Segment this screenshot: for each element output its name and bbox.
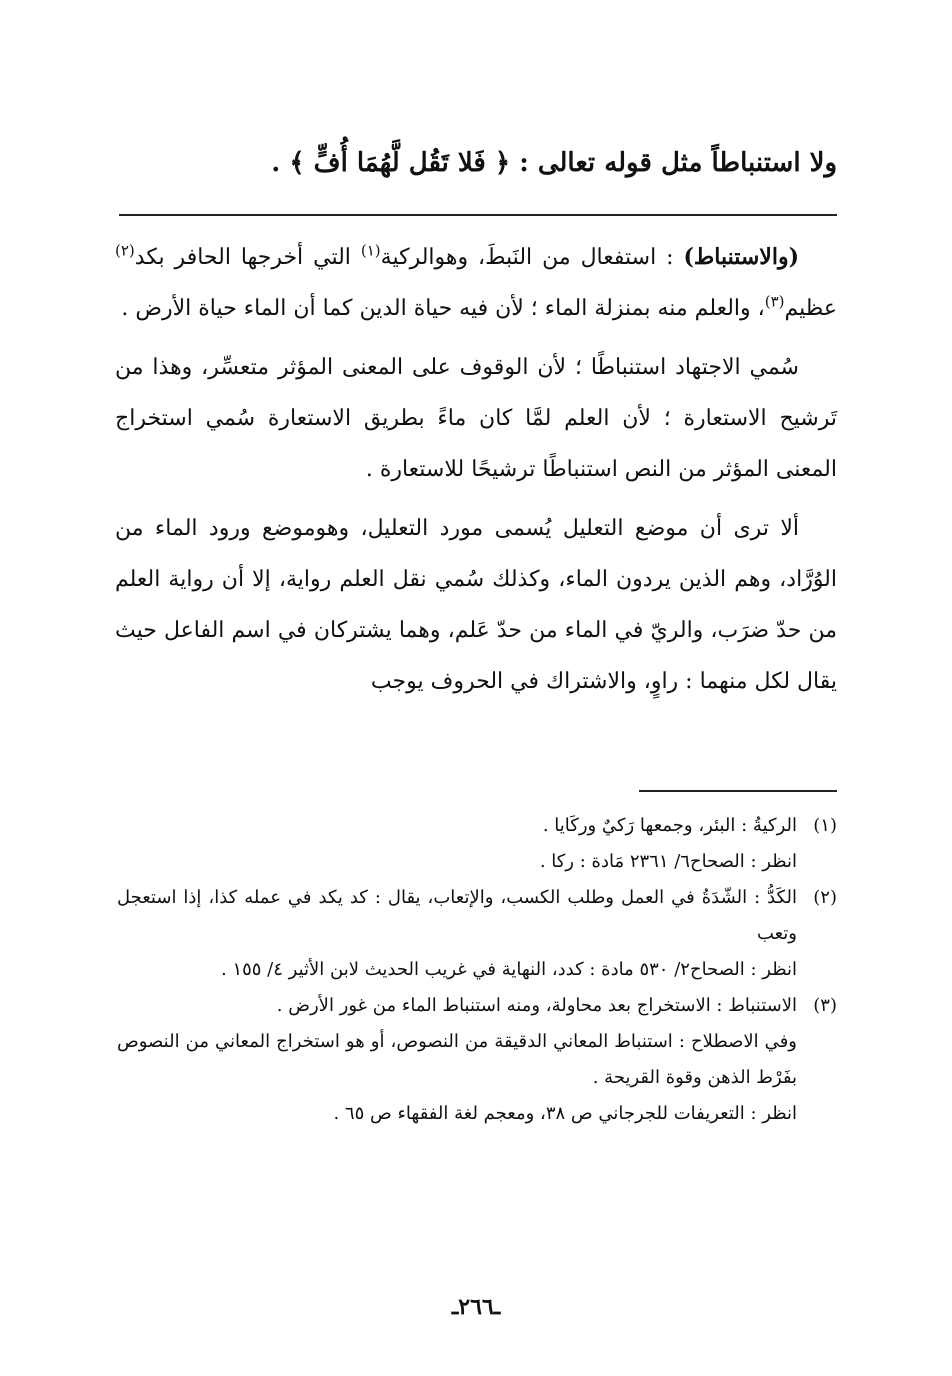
footnote-rule xyxy=(639,790,837,792)
paragraph-text: : استفعال من النَبطَ، وهوالركية xyxy=(380,245,684,270)
footnote-ref-2: (٢) xyxy=(115,241,135,260)
footnote-number: (٢) xyxy=(813,887,837,908)
footnote-ref-3: (٣) xyxy=(764,292,785,311)
quran-verse: ﴿ فَلا تَقُل لَّهُمَا أُفٍّ ﴾ xyxy=(289,148,511,178)
footnote-line: الركيةُ : البئر، وجمعها رَكيٌ وركَايا . xyxy=(542,815,797,836)
paragraph-text: التي أخرجها الحافر بكد xyxy=(134,245,361,270)
footnote-2 xyxy=(117,880,837,988)
continued-line xyxy=(150,143,837,183)
defined-term: (والاستنباط) xyxy=(683,244,799,270)
top-rule xyxy=(119,214,837,216)
footnote-ref-1: (١) xyxy=(360,241,381,260)
footnote-3 xyxy=(117,988,837,1132)
footnote-number: (١) xyxy=(813,815,837,836)
footnote-line: انظر : التعريفات للجرجاني ص ٣٨، ومعجم لغة الفقهاء ص ٦٥ . xyxy=(333,1103,797,1124)
footnotes xyxy=(117,808,837,1132)
continued-line-intro: ولا استنباطاً مثل قوله تعالى : xyxy=(510,148,837,178)
main-text xyxy=(115,232,837,707)
paragraph-talil: ألا ترى أن موضع التعليل يُسمى مورد التعليل، وهوموضع ورود الماء من الوُرَّاد، وهم الذين يردون الماء، وكذلك سُمي نقل العلم رواية، إلا أن رواية العلم من حدّ ضرَب، والريّ في الماء من حدّ عَلم، وهما يشتركان في اسم الفاعل حيث يقال لكل منهما : راوٍ، والاشتراك في الحروف يوجب xyxy=(115,516,837,694)
paragraph-text: عظيم xyxy=(784,296,837,321)
paragraph-ijtihad: سُمي الاجتهاد استنباطًا ؛ لأن الوقوف على المعنى المؤثر متعسِّر، وهذا من تَرشيح الاستعارة ؛ لأن العلم لمَّا كان ماءً بطريق الاستعارة سُمي استخراج المعنى المؤثر من النص استنباطًا ترشيحًا للاستعارة . xyxy=(115,355,837,482)
page-number: ـ٢٦٦ـ xyxy=(451,1294,501,1320)
footnote-line: انظر : الصحاح٢/ ٥٣٠ مادة : كدد، النهاية في غريب الحديث لابن الأثير ٤/ ١٥٥ . xyxy=(220,959,797,980)
footnote-number: (٣) xyxy=(813,995,837,1016)
footnote-line: وفي الاصطلاح : استنباط المعاني الدقيقة من النصوص، أو هو استخراج المعاني من النصوص بفَرْط الذهن وقوة القريحة . xyxy=(117,1031,797,1088)
footnote-line: الاستنباط : الاستخراج بعد محاولة، ومنه استنباط الماء من غور الأرض . xyxy=(276,995,797,1016)
paragraph-text: ، والعلم منه بمنزلة الماء ؛ لأن فيه حياة الدين كما أن الماء حياة الأرض . xyxy=(121,296,765,321)
continued-line-ending: . xyxy=(271,148,290,178)
paragraph-definition xyxy=(115,232,837,334)
footnote-line: انظر : الصحاح٦/ ٢٣٦١ مَادة : ركا . xyxy=(539,851,797,872)
footnote-1 xyxy=(117,808,837,880)
footnote-line: الكَدُّ : الشّدَةُ في العمل وطلب الكسب، والإتعاب، يقال : كد يكد في عمله كذا، إذا استعجل وتعب xyxy=(117,887,797,944)
